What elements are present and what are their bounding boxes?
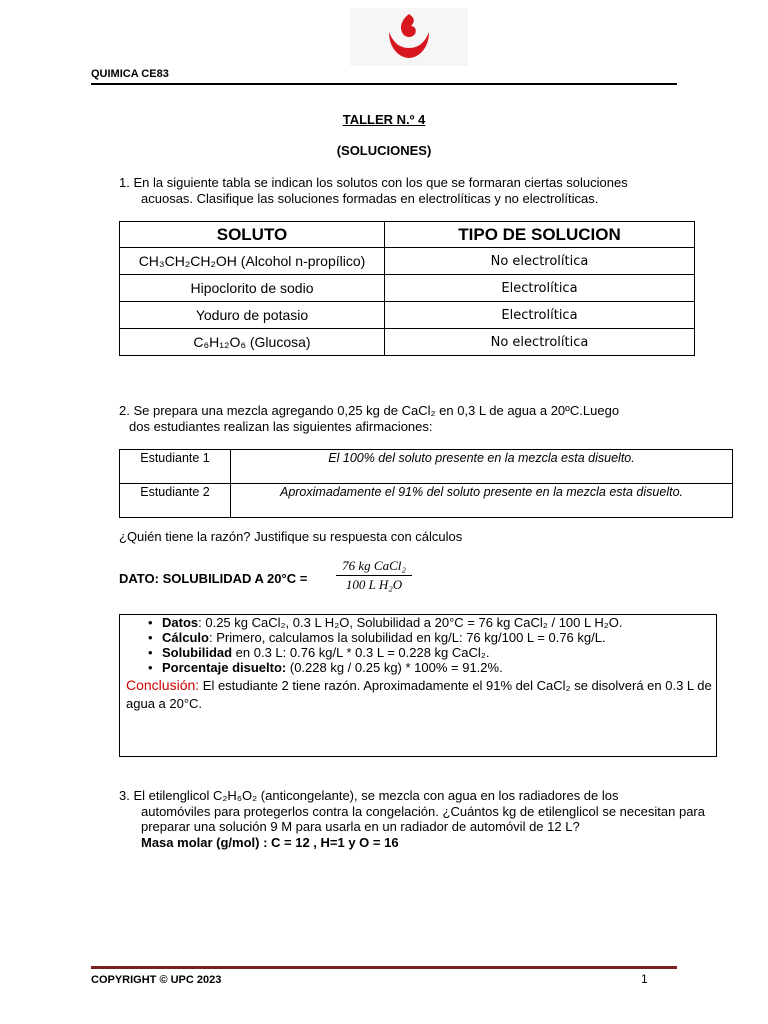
solubility-fraction	[336, 558, 412, 593]
conclusion-text: El estudiante 2 tiene razón. Aproximadamente el 91% del CaCl₂ se disolverá en 0.3 L de agua a 20°C.	[126, 678, 712, 711]
cell-tipo: Electrolítica	[385, 302, 695, 329]
q3-text	[119, 788, 705, 850]
q1-text	[119, 175, 628, 206]
cell-tipo: Electrolítica	[385, 275, 695, 302]
col-header-tipo: TIPO DE SOLUCION	[385, 222, 695, 248]
cell-soluto: Yoduro de potasio	[120, 302, 385, 329]
student-name: Estudiante 1	[120, 450, 231, 484]
q2-text-line2: dos estudiantes realizan las siguientes afirmaciones:	[129, 418, 433, 434]
cell-tipo: No electrolítica	[385, 329, 695, 356]
q3-molar-mass: Masa molar (g/mol) : C = 12 , H=1 y O = 16	[141, 834, 399, 850]
page-subtitle: (SOLUCIONES)	[336, 143, 432, 158]
solubility-label: DATO: SOLUBILIDAD A 20°C =	[119, 571, 308, 586]
q2-question: ¿Quién tiene la razón? Justifique su respuesta con cálculos	[119, 529, 463, 544]
cell-soluto: CH₃CH₂CH₂OH (Alcohol n-propílico)	[120, 248, 385, 275]
table-row	[120, 329, 695, 356]
q1-text-line2: acuosas. Clasifique las soluciones formadas en electrolíticas y no electrolíticas.	[141, 190, 599, 206]
q1-text-line1: 1. En la siguiente tabla se indican los solutos con los que se formaran ciertas soluciones	[119, 175, 628, 190]
fraction-numerator: 76 kg CaCl₂	[336, 558, 412, 576]
table-row	[120, 302, 695, 329]
list-item: • Solubilidad en 0.3 L: 0.76 kg/L * 0.3 L = 0.228 kg CaCl₂.	[162, 645, 716, 660]
q3-text-line1: 3. El etilenglicol C₂H₆O₂ (anticongelante), se mezcla con agua en los radiadores de los	[119, 788, 619, 803]
students-table	[119, 449, 733, 518]
list-item: • Datos: 0.25 kg CaCl₂, 0.3 L H₂O, Solubilidad a 20°C = 76 kg CaCl₂ / 100 L H₂O.	[162, 615, 716, 630]
upc-flame-icon	[381, 8, 437, 64]
page-title: TALLER N.º 4	[342, 112, 426, 127]
q2-text	[119, 403, 619, 434]
footer-copyright: COPYRIGHT © UPC 2023	[91, 974, 222, 986]
student-statement: Aproximadamente el 91% del soluto presente en la mezcla esta disuelto.	[231, 484, 733, 518]
solutes-table	[119, 221, 695, 356]
table-header-row	[120, 222, 695, 248]
upc-logo	[350, 8, 468, 66]
course-code: QUIMICA CE83	[91, 68, 169, 80]
answer-box	[119, 614, 717, 757]
cell-soluto: Hipoclorito de sodio	[120, 275, 385, 302]
q2-text-line1: 2. Se prepara una mezcla agregando 0,25 kg de CaCl₂ en 0,3 L de agua a 20ºC.Luego	[119, 403, 620, 418]
cell-soluto: C₆H₁₂O₆ (Glucosa)	[120, 329, 385, 356]
table-row	[120, 450, 733, 484]
list-item: • Cálculo: Primero, calculamos la solubilidad en kg/L: 76 kg/100 L = 0.76 kg/L.	[162, 630, 716, 645]
table-row	[120, 248, 695, 275]
conclusion-label: Conclusión:	[126, 677, 200, 693]
cell-tipo: No electrolítica	[385, 248, 695, 275]
student-statement: El 100% del soluto presente en la mezcla esta disuelto.	[231, 450, 733, 484]
footer-rule	[91, 966, 677, 969]
list-item: • Porcentaje disuelto: (0.228 kg / 0.25 kg) * 100% = 91.2%.	[162, 660, 716, 675]
col-header-soluto: SOLUTO	[120, 222, 385, 248]
conclusion	[120, 676, 716, 713]
q3-text-rest: automóviles para protegerlos contra la congelación. ¿Cuántos kg de etilenglicol se necesitan para preparar una solución 9 M para usarla en un radiador de automóvil de 12 L?	[141, 803, 705, 834]
student-name: Estudiante 2	[120, 484, 231, 518]
table-row	[120, 275, 695, 302]
table-row	[120, 484, 733, 518]
fraction-denominator: 100 L H₂O	[345, 577, 403, 592]
answer-list	[120, 615, 716, 675]
header-rule	[91, 83, 677, 85]
page-number: 1	[641, 972, 648, 986]
